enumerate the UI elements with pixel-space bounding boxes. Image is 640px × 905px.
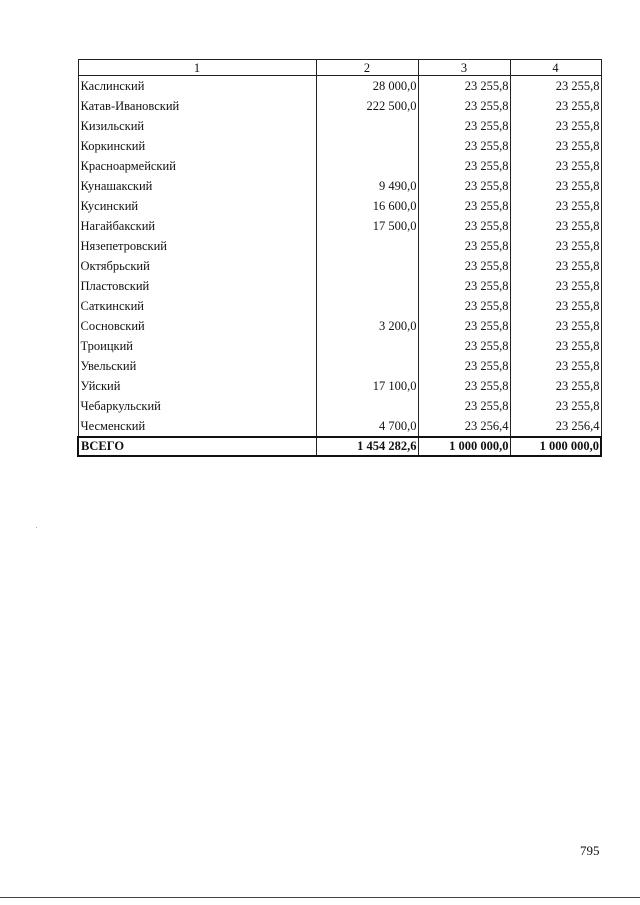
column-2-value: [316, 156, 418, 176]
column-2-value: [316, 396, 418, 416]
column-4-value: 23 255,8: [510, 76, 601, 97]
column-2-value: [316, 296, 418, 316]
column-3-value: 23 255,8: [418, 236, 510, 256]
column-2-value: [316, 356, 418, 376]
table-row: [78, 376, 601, 396]
column-3-value: 23 255,8: [418, 96, 510, 116]
column-4-value: 23 255,8: [510, 296, 601, 316]
table-row: [78, 316, 601, 336]
column-4-value: 23 256,4: [510, 416, 601, 437]
column-3-value: 23 255,8: [418, 176, 510, 196]
district-name-cell: Чесменский: [78, 416, 316, 437]
district-name-cell: Нагайбакский: [78, 216, 316, 236]
table-row: [78, 336, 601, 356]
column-4-value: 23 255,8: [510, 256, 601, 276]
column-4-value: 23 255,8: [510, 316, 601, 336]
total-row: [78, 437, 601, 456]
column-2-value: 222 500,0: [316, 96, 418, 116]
table-row: [78, 256, 601, 276]
district-name-cell: Коркинский: [78, 136, 316, 156]
column-4-value: 23 255,8: [510, 376, 601, 396]
column-4-value: 23 255,8: [510, 236, 601, 256]
total-column-3: 1 000 000,0: [418, 437, 510, 456]
column-3-value: 23 256,4: [418, 416, 510, 437]
table-row: [78, 76, 601, 97]
column-header-2: 2: [316, 60, 418, 76]
column-header-4: 4: [510, 60, 601, 76]
district-name-cell: Кусинский: [78, 196, 316, 216]
column-2-value: [316, 336, 418, 356]
district-name-cell: Увельский: [78, 356, 316, 376]
table-row: [78, 236, 601, 256]
column-3-value: 23 255,8: [418, 296, 510, 316]
page-number: 795: [580, 843, 600, 858]
table-row: [78, 176, 601, 196]
total-column-4: 1 000 000,0: [510, 437, 601, 456]
column-3-value: 23 255,8: [418, 156, 510, 176]
district-name-cell: Кунашакский: [78, 176, 316, 196]
column-4-value: 23 255,8: [510, 156, 601, 176]
column-2-value: 17 100,0: [316, 376, 418, 396]
table-row: [78, 276, 601, 296]
table-row: [78, 156, 601, 176]
district-name-cell: Каслинский: [78, 76, 316, 97]
header-row: [78, 60, 601, 76]
table-body: [78, 76, 601, 457]
column-2-value: [316, 136, 418, 156]
table-row: [78, 116, 601, 136]
column-3-value: 23 255,8: [418, 396, 510, 416]
column-4-value: 23 255,8: [510, 136, 601, 156]
column-2-value: 3 200,0: [316, 316, 418, 336]
column-2-value: 16 600,0: [316, 196, 418, 216]
bottom-rule: [0, 897, 640, 898]
column-2-value: 4 700,0: [316, 416, 418, 437]
district-name-cell: Чебаркульский: [78, 396, 316, 416]
column-3-value: 23 255,8: [418, 216, 510, 236]
column-3-value: 23 255,8: [418, 196, 510, 216]
district-name-cell: Уйский: [78, 376, 316, 396]
column-3-value: 23 255,8: [418, 376, 510, 396]
table-row: [78, 416, 601, 437]
column-3-value: 23 255,8: [418, 76, 510, 97]
column-4-value: 23 255,8: [510, 216, 601, 236]
table-row: [78, 396, 601, 416]
district-name-cell: Пластовский: [78, 276, 316, 296]
district-name-cell: Октябрьский: [78, 256, 316, 276]
column-2-value: 17 500,0: [316, 216, 418, 236]
column-4-value: 23 255,8: [510, 96, 601, 116]
table-row: [78, 136, 601, 156]
column-2-value: [316, 236, 418, 256]
table-row: [78, 216, 601, 236]
total-label: ВСЕГО: [78, 437, 316, 456]
table-row: [78, 96, 601, 116]
column-3-value: 23 255,8: [418, 116, 510, 136]
district-name-cell: Кизильский: [78, 116, 316, 136]
column-2-value: 9 490,0: [316, 176, 418, 196]
table-row: [78, 196, 601, 216]
column-4-value: 23 255,8: [510, 176, 601, 196]
column-2-value: [316, 116, 418, 136]
district-name-cell: Троицкий: [78, 336, 316, 356]
total-column-2: 1 454 282,6: [316, 437, 418, 456]
column-4-value: 23 255,8: [510, 276, 601, 296]
table-row: [78, 356, 601, 376]
district-name-cell: Катав-Ивановский: [78, 96, 316, 116]
column-header-1: 1: [78, 60, 316, 76]
column-3-value: 23 255,8: [418, 276, 510, 296]
column-3-value: 23 255,8: [418, 316, 510, 336]
column-4-value: 23 255,8: [510, 396, 601, 416]
district-name-cell: Саткинский: [78, 296, 316, 316]
column-2-value: 28 000,0: [316, 76, 418, 97]
column-4-value: 23 255,8: [510, 356, 601, 376]
column-2-value: [316, 256, 418, 276]
column-3-value: 23 255,8: [418, 356, 510, 376]
column-header-3: 3: [418, 60, 510, 76]
district-name-cell: Нязепетровский: [78, 236, 316, 256]
district-name-cell: Сосновский: [78, 316, 316, 336]
table-row: [78, 296, 601, 316]
column-3-value: 23 255,8: [418, 336, 510, 356]
column-3-value: 23 255,8: [418, 256, 510, 276]
column-4-value: 23 255,8: [510, 336, 601, 356]
column-4-value: 23 255,8: [510, 196, 601, 216]
column-4-value: 23 255,8: [510, 116, 601, 136]
district-name-cell: Красноармейский: [78, 156, 316, 176]
scan-speck: [36, 527, 37, 528]
column-3-value: 23 255,8: [418, 136, 510, 156]
column-2-value: [316, 276, 418, 296]
budget-table: [77, 59, 602, 457]
